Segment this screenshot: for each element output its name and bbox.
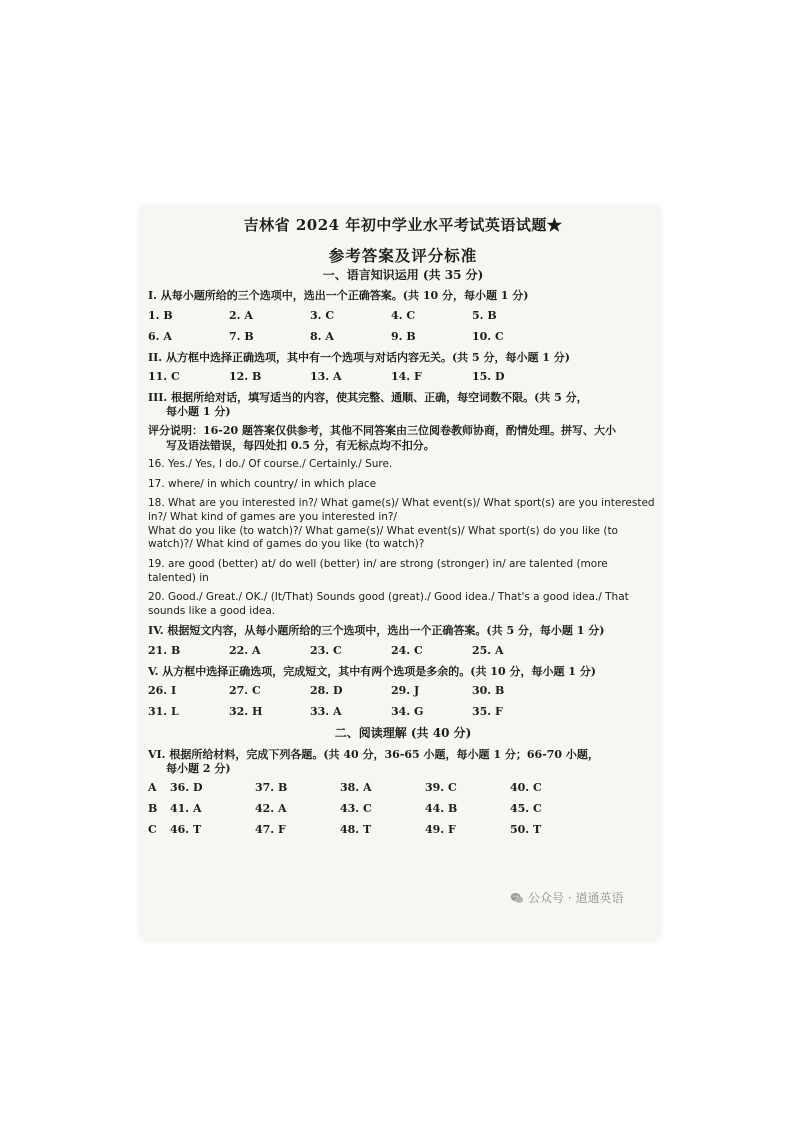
passage-letter: C <box>148 823 157 837</box>
answer-row <box>148 684 658 699</box>
answer-cell: 27. C <box>229 684 261 698</box>
answer-row <box>148 309 658 324</box>
answer-cell: 2. A <box>229 308 253 322</box>
answer-cell: 1. B <box>148 308 173 322</box>
answer-row-c <box>148 823 658 838</box>
passage-letter: A <box>148 781 157 795</box>
answer-16: 16. Yes./ Yes, I do./ Of course./ Certainly./ Sure. <box>148 458 393 471</box>
answer-cell: 9. B <box>391 329 416 343</box>
wechat-icon <box>510 891 524 905</box>
answer-row <box>148 705 658 720</box>
answer-cell: 35. F <box>472 705 503 719</box>
answer-cell: 11. C <box>148 369 180 383</box>
instruction-line: VI. 根据所给材料，完成下列各题。(共 40 分，36-65 小题，每小题 1 分；66-70 小题， <box>148 747 599 761</box>
answer-cell: 8. A <box>310 329 334 343</box>
answer-line: watch)?/ What kind of games do you like (to watch)? <box>148 538 425 551</box>
part1-heading: 一、语言知识运用 (共 35 分) <box>322 267 484 282</box>
answer-cell: 14. F <box>391 369 422 383</box>
instruction-line: 每小题 2 分) <box>166 761 231 775</box>
answer-cell: 22. A <box>229 643 261 657</box>
answer-cell: 48. T <box>340 823 372 837</box>
answer-cell: 10. C <box>472 329 504 343</box>
section-4-instruction: IV. 根据短文内容，从每小题所给的三个选项中，选出一个正确答案。(共 5 分，每小题 1 分) <box>148 624 605 638</box>
answer-cell: 31. L <box>148 705 179 719</box>
page-title: 吉林省 2024 年初中学业水平考试英语试题★ <box>243 216 563 234</box>
answer-20 <box>148 591 658 618</box>
answer-cell: 39. C <box>425 781 457 795</box>
answer-cell: 40. C <box>510 781 542 795</box>
answer-cell: 44. B <box>425 802 458 816</box>
answer-line: in?/ What kind of games are you interested in?/ <box>148 510 398 523</box>
answer-line: sounds like a good idea. <box>148 604 276 617</box>
answer-cell: 46. T <box>170 823 202 837</box>
answer-cell: 32. H <box>229 705 263 719</box>
answer-line: What do you like (to watch)?/ What game(s)/ What event(s)/ What sport(s) do you like (to <box>148 524 618 537</box>
answer-cell: 43. C <box>340 802 372 816</box>
answer-line: 20. Good./ Great./ OK./ (It/That) Sounds good (great)./ Good idea./ That's a good idea./ That <box>148 591 629 604</box>
answer-cell: 37. B <box>255 781 288 795</box>
answer-row-b <box>148 802 658 817</box>
answer-sheet <box>148 214 658 844</box>
answer-cell: 28. D <box>310 684 343 698</box>
answer-cell: 42. A <box>255 802 287 816</box>
answer-cell: 21. B <box>148 643 181 657</box>
answer-18 <box>148 497 658 552</box>
answer-cell: 47. F <box>255 823 286 837</box>
answer-cell: 6. A <box>148 329 172 343</box>
answer-19: 19. are good (better) at/ do well (better) in/ are strong (stronger) in/ are talented (more talented) in <box>148 557 608 584</box>
part2-heading: 二、阅读理解 (共 40 分) <box>334 726 472 741</box>
watermark-text: 公众号 · 道通英语 <box>528 891 624 905</box>
answer-cell: 13. A <box>310 369 342 383</box>
answer-row <box>148 370 658 385</box>
answer-cell: 50. T <box>510 823 542 837</box>
answer-cell: 23. C <box>310 643 342 657</box>
section-3-instruction <box>148 391 658 420</box>
answer-cell: 24. C <box>391 643 423 657</box>
instruction-line: III. 根据所给对话，填写适当的内容，使其完整、通顺、正确，每空词数不限。(共 5 分， <box>148 390 588 404</box>
answer-cell: 45. C <box>510 802 542 816</box>
answer-17: 17. where/ in which country/ in which place <box>148 477 377 490</box>
section-1-instruction: I. 从每小题所给的三个选项中，选出一个正确答案。(共 10 分，每小题 1 分) <box>148 289 529 303</box>
answer-cell: 12. B <box>229 369 262 383</box>
note-line: 评分说明：16-20 题答案仅供参考，其他不同答案由三位阅卷教师协商，酌情处理。拼写、大小 <box>148 424 617 438</box>
answer-cell: 3. C <box>310 308 335 322</box>
answer-row <box>148 644 658 659</box>
answer-row <box>148 330 658 345</box>
page-subtitle: 参考答案及评分标准 <box>328 245 478 265</box>
watermark <box>510 889 623 906</box>
answer-cell: 34. G <box>391 705 424 719</box>
answer-cell: 7. B <box>229 329 254 343</box>
passage-letter: B <box>148 802 158 816</box>
answer-cell: 30. B <box>472 684 505 698</box>
answer-cell: 36. D <box>170 781 203 795</box>
answer-cell: 4. C <box>391 308 416 322</box>
section-2-instruction: II. 从方框中选择正确选项，其中有一个选项与对话内容无关。(共 5 分，每小题 1 分) <box>148 350 570 364</box>
scoring-note <box>148 424 658 453</box>
answer-cell: 5. B <box>472 308 497 322</box>
section-5-instruction: V. 从方框中选择正确选项，完成短文，其中有两个选项是多余的。(共 10 分，每小题 1 分) <box>148 664 596 678</box>
answer-row-a <box>148 781 658 796</box>
answer-cell: 29. J <box>391 684 420 698</box>
section-6-instruction <box>148 748 658 777</box>
instruction-line: 每小题 1 分) <box>166 405 231 419</box>
note-line: 写及语法错误，每四处扣 0.5 分，有无标点均不扣分。 <box>166 438 435 452</box>
answer-cell: 41. A <box>170 802 202 816</box>
answer-cell: 15. D <box>472 369 505 383</box>
answer-cell: 26. I <box>148 684 177 698</box>
answer-cell: 38. A <box>340 781 372 795</box>
answer-line: 18. What are you interested in?/ What game(s)/ What event(s)/ What sport(s) are you interested <box>148 497 655 510</box>
answer-cell: 49. F <box>425 823 456 837</box>
answer-cell: 33. A <box>310 705 342 719</box>
answer-cell: 25. A <box>472 643 504 657</box>
